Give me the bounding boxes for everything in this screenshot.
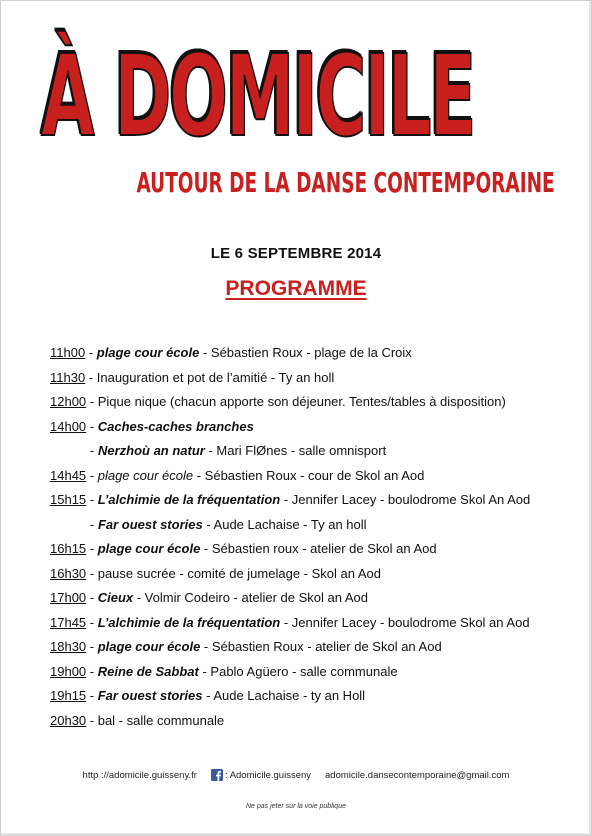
schedule-time: 11h30	[50, 369, 86, 385]
schedule-row	[50, 636, 570, 661]
schedule-details: - Aude Lachaise - ty an Holl	[202, 688, 366, 703]
schedule-details: - Volmir Codeiro - atelier de Skol an Aod	[133, 590, 368, 605]
facebook-label: : Adomicile.guisseny	[224, 769, 312, 781]
schedule-row	[50, 489, 570, 514]
schedule-time: 12h00	[50, 394, 87, 409]
schedule-separator: -	[86, 541, 98, 556]
schedule-separator: -	[85, 345, 97, 360]
schedule-separator: -	[90, 516, 98, 532]
schedule-time: 16h30	[50, 565, 87, 581]
footer	[1, 769, 591, 781]
schedule-details: - Jennifer Lacey - boulodrome Skol an Aod	[280, 614, 530, 630]
schedule-separator: -	[86, 565, 98, 581]
schedule-row	[50, 563, 570, 588]
schedule-separator: -	[86, 492, 98, 507]
schedule-separator: -	[86, 590, 98, 605]
schedule-separator: -	[85, 369, 97, 385]
schedule-details: Inauguration et pot de l’amitié - Ty an holl	[96, 369, 335, 385]
schedule-row	[50, 538, 570, 563]
schedule-title: Far ouest stories	[97, 516, 203, 532]
schedule-separator: -	[86, 418, 98, 434]
schedule-separator: -	[86, 467, 98, 483]
event-date: LE 6 SEPTEMBRE 2014	[210, 245, 382, 262]
schedule-title: plage cour école	[96, 345, 200, 360]
schedule-title: Reine de Sabbat	[97, 663, 199, 679]
schedule-list	[50, 342, 570, 734]
schedule-details: Pique nique (chacun apporte son déjeuner. Tentes/tables à disposition)	[97, 394, 506, 409]
schedule-title: L’alchimie de la fréquentation	[97, 492, 281, 507]
schedule-row	[50, 514, 570, 539]
schedule-row	[50, 391, 570, 416]
email-link[interactable]: adomicile.dansecontemporaine@gmail.com	[325, 769, 510, 781]
schedule-row	[50, 416, 570, 441]
schedule-row	[50, 367, 570, 392]
schedule-title: plage cour école	[97, 639, 201, 654]
facebook-contact[interactable]	[211, 769, 311, 781]
schedule-separator: -	[86, 394, 98, 409]
schedule-row	[50, 685, 570, 710]
schedule-separator: -	[86, 712, 98, 728]
schedule-time: 16h15	[50, 541, 87, 556]
disposal-note: Ne pas jeter sur la voie publique	[245, 803, 346, 810]
schedule-time: 14h00	[50, 418, 87, 434]
schedule-time: 19h00	[50, 663, 87, 679]
programme-heading: PROGRAMME	[225, 277, 367, 300]
logo-subtitle: AUTOUR DE LA DANSE CONTEMPORAINE	[136, 166, 555, 199]
schedule-details: - Sébastien roux - atelier de Skol an Aod	[200, 541, 437, 556]
schedule-time: 15h15	[50, 492, 87, 507]
schedule-row	[50, 587, 570, 612]
schedule-separator: -	[86, 663, 98, 679]
schedule-details: - Mari FlØnes - salle omnisport	[204, 443, 387, 458]
schedule-title: Nerzhoù an natur	[97, 443, 205, 458]
schedule-title: plage cour école	[97, 541, 201, 556]
schedule-time: 11h00	[50, 345, 86, 360]
schedule-time: 17h00	[50, 590, 87, 605]
schedule-title: plage cour école	[97, 467, 194, 483]
logo-title: À DOMICILE	[41, 32, 475, 162]
schedule-time: 14h45	[50, 467, 87, 483]
schedule-details: - Sébastien Roux - atelier de Skol an Aod	[200, 639, 442, 654]
website-link[interactable]: http ://adomicile.guisseny.fr	[82, 769, 197, 781]
schedule-details: - Sébastien Roux - plage de la Croix	[199, 345, 412, 360]
schedule-title: Far ouest stories	[97, 688, 203, 703]
schedule-title: Caches-caches branches	[97, 418, 254, 434]
schedule-separator: -	[90, 443, 98, 458]
schedule-title: Cieux	[97, 590, 134, 605]
schedule-row	[50, 465, 570, 490]
schedule-details: pause sucrée - comité de jumelage - Skol an Aod	[97, 565, 381, 581]
schedule-details: - Aude Lachaise - Ty an holl	[202, 516, 367, 532]
schedule-time: 20h30	[50, 712, 87, 728]
schedule-row	[50, 710, 570, 735]
schedule-separator: -	[86, 614, 98, 630]
logo	[41, 32, 561, 201]
schedule-time: 19h15	[50, 688, 87, 703]
schedule-title: L’alchimie de la fréquentation	[97, 614, 281, 630]
schedule-separator: -	[86, 639, 98, 654]
facebook-icon	[211, 769, 223, 781]
schedule-separator: -	[86, 688, 98, 703]
schedule-row	[50, 342, 570, 367]
schedule-details: - Pablo Agüero - salle communale	[198, 663, 398, 679]
schedule-details: - Sébastien Roux - cour de Skol an Aod	[193, 467, 425, 483]
schedule-details: bal - salle communale	[97, 712, 225, 728]
schedule-time: 17h45	[50, 614, 87, 630]
schedule-time: 18h30	[50, 639, 87, 654]
schedule-row	[50, 612, 570, 637]
schedule-row	[50, 440, 570, 465]
schedule-details: - Jennifer Lacey - boulodrome Skol An Aod	[280, 492, 531, 507]
schedule-row	[50, 661, 570, 686]
